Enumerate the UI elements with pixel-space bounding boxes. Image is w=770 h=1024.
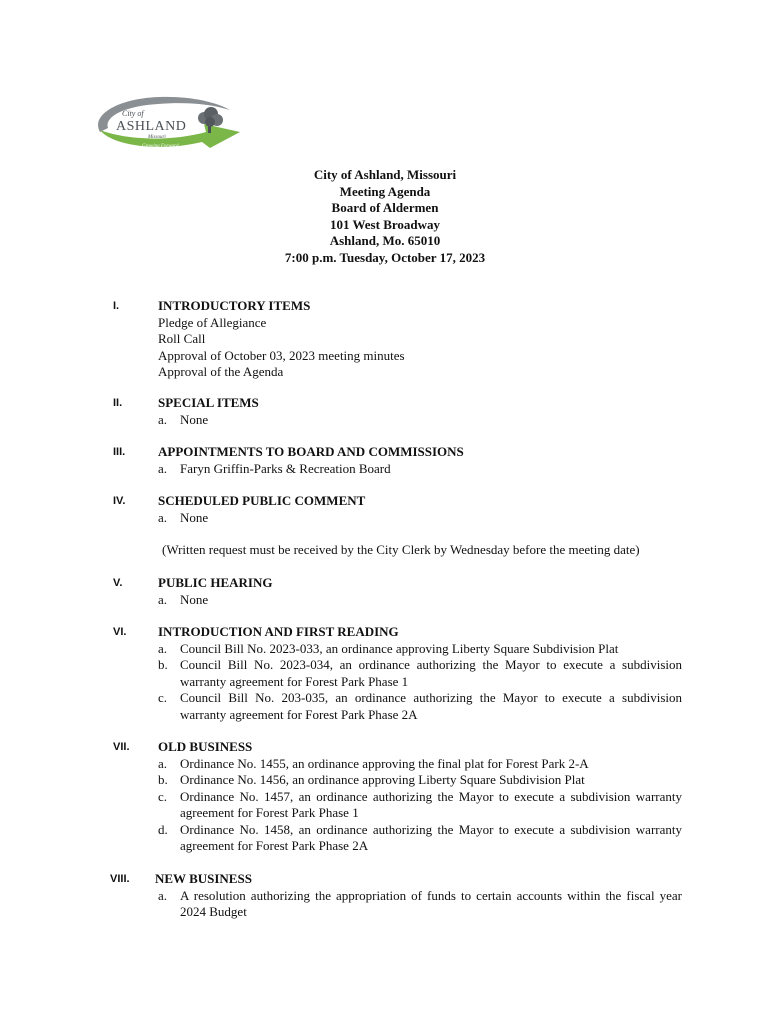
section-content <box>155 871 682 921</box>
item-label: a. <box>158 509 168 525</box>
item-label: b. <box>158 772 168 787</box>
item-text: Ordinance No. 1458, an ordinance authorizing the Mayor to execute a subdivision warranty agreement for Forest Park Phase 2A <box>180 821 682 853</box>
section-title: PUBLIC HEARING <box>158 575 273 590</box>
section-title: APPOINTMENTS TO BOARD AND COMMISSIONS <box>158 444 464 459</box>
item-text: None <box>180 411 209 427</box>
item-label: a. <box>158 640 168 656</box>
list-item <box>158 641 682 658</box>
section-numeral: I. <box>113 300 120 312</box>
section-content <box>158 624 682 723</box>
item-text: Council Bill No. 2023-033, an ordinance approving Liberty Square Subdivision Plat <box>180 640 619 656</box>
item-text: Ordinance No. 1456, an ordinance approving Liberty Square Subdivision Plat <box>180 772 585 787</box>
item-text: Ordinance No. 1455, an ordinance approving the final plat for Forest Park 2-A <box>180 755 589 771</box>
header-board: Board of Aldermen <box>331 200 439 216</box>
list-item <box>158 822 682 855</box>
section-content <box>158 493 682 526</box>
item-label: a. <box>158 411 168 427</box>
list-item <box>158 592 682 609</box>
agenda-line: Roll Call <box>158 331 206 346</box>
header-city-zip: Ashland, Mo. 65010 <box>329 233 441 249</box>
agenda-line: Approval of the Agenda <box>158 364 284 379</box>
section-content <box>158 444 682 477</box>
item-label: b. <box>158 657 168 672</box>
item-label: d. <box>158 821 168 837</box>
list-item <box>158 461 682 478</box>
logo-city-of: City of <box>122 109 144 118</box>
ashland-logo-graphic <box>90 94 242 154</box>
list-item <box>158 772 682 789</box>
section-title: NEW BUSINESS <box>155 871 252 886</box>
list-item <box>158 789 682 822</box>
section-content <box>158 395 682 428</box>
section-title: OLD BUSINESS <box>158 739 253 754</box>
logo-name: ASHLAND <box>116 119 187 134</box>
section-numeral: VI. <box>113 626 127 638</box>
item-label: a. <box>158 591 168 607</box>
list-item <box>158 690 682 723</box>
section-numeral: VII. <box>113 741 130 753</box>
agenda-line: Pledge of Allegiance <box>158 314 267 330</box>
item-label: c. <box>158 690 168 705</box>
logo-tagline: Growing Forward <box>142 144 179 149</box>
header-datetime: 7:00 p.m. Tuesday, October 17, 2023 <box>284 249 486 265</box>
item-text: Council Bill No. 203-035, an ordinance authorizing the Mayor to execute a subdivision warranty agreement for Forest Park Phase 2A <box>180 690 682 722</box>
list-item <box>158 756 682 773</box>
item-label: a. <box>158 755 168 771</box>
list-item <box>158 657 682 690</box>
list-item <box>158 510 682 527</box>
agenda-line: Approval of October 03, 2023 meeting minutes <box>158 347 405 363</box>
item-label: a. <box>158 887 168 903</box>
section-title: INTRODUCTORY ITEMS <box>158 298 311 313</box>
section-title: SPECIAL ITEMS <box>158 395 259 410</box>
section-title: INTRODUCTION AND FIRST READING <box>158 624 399 639</box>
item-text: None <box>180 591 209 607</box>
section-content <box>158 739 682 855</box>
section-content <box>158 298 682 381</box>
item-text: None <box>180 509 209 525</box>
item-label: c. <box>158 788 168 804</box>
item-text: Ordinance No. 1457, an ordinance authorizing the Mayor to execute a subdivision warranty agreement for Forest Park Phase 1 <box>180 788 682 820</box>
section-title: SCHEDULED PUBLIC COMMENT <box>158 493 366 508</box>
agenda-header <box>0 167 770 267</box>
header-city: City of Ashland, Missouri <box>313 167 457 182</box>
item-label: a. <box>158 460 168 476</box>
section-numeral: III. <box>113 446 126 458</box>
logo-state: Missouri <box>148 135 166 140</box>
section-content <box>158 575 682 608</box>
item-text: Faryn Griffin-Parks & Recreation Board <box>180 460 391 476</box>
section-numeral: IV. <box>113 495 126 507</box>
list-item <box>155 888 682 921</box>
section-numeral: VIII. <box>110 873 130 885</box>
section-numeral: V. <box>113 577 123 589</box>
list-item <box>158 412 682 429</box>
section-numeral: II. <box>113 397 123 409</box>
item-text: Council Bill No. 2023-034, an ordinance authorizing the Mayor to execute a subdivision warranty agreement for Forest Park Phase 1 <box>180 657 682 689</box>
item-text: A resolution authorizing the appropriation of funds to certain accounts within the fiscal year 2024 Budget <box>180 887 682 919</box>
header-doc-type: Meeting Agenda <box>339 183 431 199</box>
city-logo <box>90 94 242 154</box>
public-comment-note: (Written request must be received by the City Clerk by Wednesday before the meeting date) <box>162 542 640 557</box>
header-street: 101 West Broadway <box>329 216 441 232</box>
